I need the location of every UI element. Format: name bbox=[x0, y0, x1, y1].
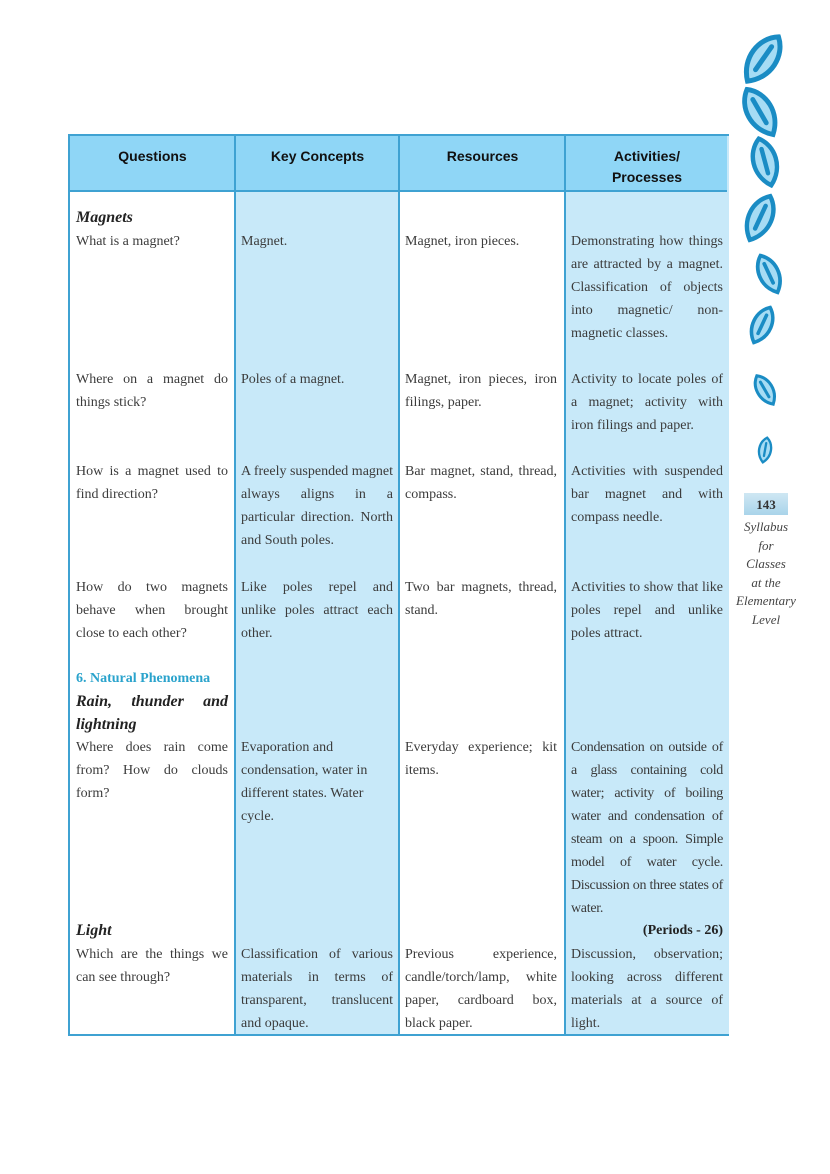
section-title: Light bbox=[76, 922, 112, 939]
header-resources: Resources bbox=[446, 148, 519, 164]
column-divider bbox=[398, 136, 400, 1034]
unit-title: 6. Natural Phenomena bbox=[76, 671, 211, 686]
leaf-icon bbox=[748, 248, 790, 300]
periods-label: (Periods - 26) bbox=[642, 923, 723, 938]
leaf-icon bbox=[748, 370, 782, 410]
cell-concept: Magnet. bbox=[241, 234, 288, 249]
cell-activities: Activity to locate poles of a magnet; activity with iron filings and paper. bbox=[571, 372, 723, 433]
column-divider bbox=[234, 136, 236, 1034]
cell-question: Which are the things we can see through? bbox=[76, 947, 228, 985]
cell-concept: Poles of a magnet. bbox=[241, 372, 345, 387]
leaf-icon bbox=[740, 132, 790, 192]
caption-line: for bbox=[758, 537, 774, 553]
cell-resources: Magnet, iron pieces. bbox=[405, 234, 520, 249]
caption-line: Level bbox=[751, 611, 781, 627]
cell-activities: Demonstrating how things are attracted by a magnet. Classification of objects into magnetic/ non-magnetic classes. bbox=[571, 234, 723, 341]
header-activities: Activities/ Processes bbox=[611, 148, 683, 185]
cell-activities: Activities to show that like poles repel and unlike poles attract. bbox=[571, 580, 723, 641]
running-caption bbox=[728, 518, 804, 629]
syllabus-table bbox=[68, 134, 729, 1036]
cell-activities: Activities with suspended bar magnet and with compass needle. bbox=[571, 464, 723, 525]
caption-line: Syllabus bbox=[743, 519, 789, 534]
header-questions: Questions bbox=[118, 148, 187, 164]
page-number: 143 bbox=[744, 493, 788, 515]
caption-line: Elementary bbox=[736, 593, 796, 608]
caption-line: at the bbox=[751, 574, 781, 590]
header-key-concepts: Key Concepts bbox=[270, 148, 365, 164]
leaf-icon bbox=[735, 28, 791, 90]
cell-resources: Everyday experience; kit items. bbox=[405, 740, 557, 778]
cell-activities: Condensation on outside of a glass containing cold water; activity of boiling water and condensation of steam on a spoon. Simple model of water cycle. Discussion on three states of water. bbox=[571, 740, 723, 916]
leaf-icon bbox=[735, 190, 785, 246]
cell-activities: Discussion, observation; looking across different materials at a source of light. bbox=[571, 947, 723, 1031]
leaf-icon bbox=[742, 300, 782, 350]
section-title: Rain, thunder and lightning bbox=[76, 693, 228, 733]
column-divider bbox=[564, 136, 566, 1034]
leaf-icon bbox=[752, 430, 778, 470]
cell-resources: Two bar magnets, thread, stand. bbox=[405, 580, 557, 618]
section-title: Magnets bbox=[76, 209, 133, 226]
cell-question: How do two magnets behave when brought close to each other? bbox=[76, 580, 228, 641]
cell-resources: Bar magnet, stand, thread, compass. bbox=[405, 464, 557, 502]
cell-resources: Previous experience, candle/torch/lamp, white paper, cardboard box, black paper. bbox=[405, 947, 557, 1031]
cell-concept: Like poles repel and unlike poles attract each other. bbox=[241, 580, 393, 641]
cell-concept: Classification of various materials in terms of transparent, translucent and opaque. bbox=[241, 947, 393, 1031]
cell-question: Where on a magnet do things stick? bbox=[76, 372, 228, 410]
cell-concept: A freely suspended magnet always aligns in a particular direction. North and South poles. bbox=[241, 464, 394, 548]
cell-concept: Evaporation and condensation, water in different states. Water cycle. bbox=[241, 740, 368, 824]
cell-question: What is a magnet? bbox=[76, 234, 180, 249]
cell-question: Where does rain come from? How do clouds form? bbox=[76, 740, 228, 801]
caption-line: Classes bbox=[746, 556, 786, 571]
cell-resources: Magnet, iron pieces, iron filings, paper. bbox=[405, 372, 557, 410]
cell-question: How is a magnet used to find direction? bbox=[76, 464, 228, 502]
